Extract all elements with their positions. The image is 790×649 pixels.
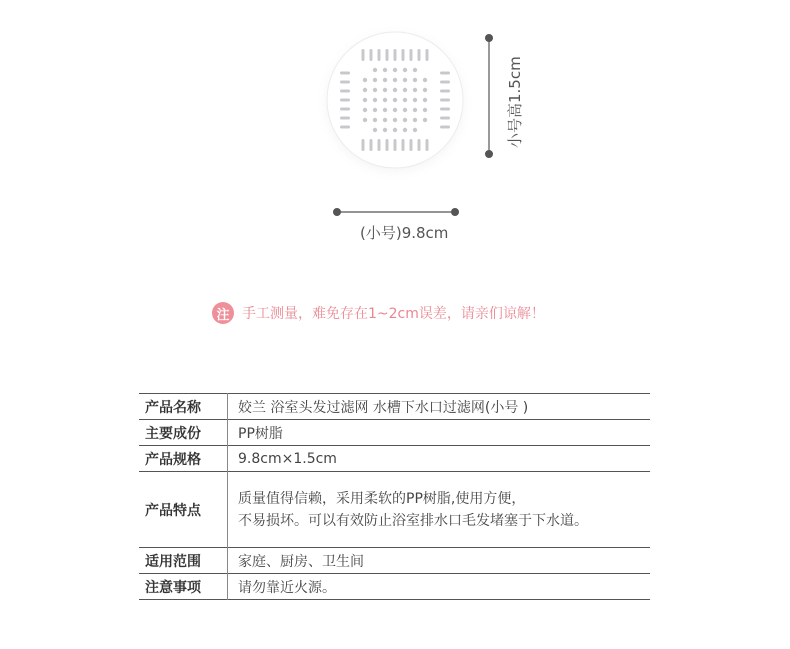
- strainer-hole: [393, 78, 397, 82]
- spec-value: 9.8cm×1.5cm: [238, 450, 337, 467]
- strainer-hole: [403, 108, 407, 112]
- spec-row-name: [139, 394, 650, 420]
- height-dimension-line: [486, 35, 493, 158]
- strainer-hole: [383, 68, 387, 72]
- strainer-hole: [393, 108, 397, 112]
- strainer-hole: [423, 118, 427, 122]
- strainer-slot: [440, 99, 450, 102]
- spec-row-size: [139, 446, 650, 472]
- spec-value: 家庭、厨房、卫生间: [238, 553, 364, 570]
- strainer-hole: [423, 98, 427, 102]
- note-badge: 注: [212, 302, 234, 324]
- strainer-slot: [394, 49, 397, 61]
- spec-value-line: 不易损坏。可以有效防止浴室排水口毛发堵塞于下水道。: [238, 512, 588, 529]
- strainer-hole: [373, 68, 377, 72]
- strainer-hole: [393, 98, 397, 102]
- measurement-note: [212, 302, 545, 324]
- strainer-hole: [383, 88, 387, 92]
- strainer-hole: [363, 78, 367, 82]
- strainer-hole: [373, 118, 377, 122]
- height-dimension-label: 小号高1.5cm: [506, 56, 524, 148]
- strainer-hole: [373, 108, 377, 112]
- strainer-hole: [393, 68, 397, 72]
- strainer-slot: [440, 108, 450, 111]
- strainer-hole: [403, 78, 407, 82]
- strainer-hole: [383, 118, 387, 122]
- strainer-hole: [373, 78, 377, 82]
- strainer-slot: [440, 72, 450, 75]
- spec-row-usage: [139, 548, 650, 574]
- strainer-slot: [370, 49, 373, 61]
- spec-value: 姣兰 浴室头发过滤网 水槽下水口过滤网(小号 ): [238, 399, 529, 416]
- strainer-hole: [373, 98, 377, 102]
- strainer-hole: [383, 128, 387, 132]
- spec-key: 适用范围: [139, 548, 228, 574]
- strainer-slot: [378, 139, 381, 151]
- strainer-hole: [413, 128, 417, 132]
- strainer-slot: [426, 49, 429, 61]
- spec-row-material: [139, 420, 650, 446]
- strainer-hole: [363, 108, 367, 112]
- strainer-hole: [423, 88, 427, 92]
- spec-value: PP树脂: [238, 425, 283, 442]
- note-text: 手工测量，难免存在1~2cm误差，请亲们谅解！: [242, 306, 545, 322]
- strainer-slot: [402, 49, 405, 61]
- strainer-hole: [393, 128, 397, 132]
- strainer-slot: [340, 72, 350, 75]
- strainer-hole: [373, 88, 377, 92]
- strainer-hole: [403, 98, 407, 102]
- strainer-slot: [440, 117, 450, 120]
- spec-value: 请勿靠近火源。: [238, 579, 336, 596]
- spec-row-features: [139, 472, 650, 548]
- strainer-slot: [378, 49, 381, 61]
- spec-value: [228, 472, 651, 548]
- strainer-hole: [363, 98, 367, 102]
- strainer-hole: [393, 88, 397, 92]
- strainer-hole: [403, 88, 407, 92]
- strainer-slot: [418, 49, 421, 61]
- spec-key: 注意事项: [139, 574, 228, 600]
- strainer-slot: [426, 139, 429, 151]
- spec-key: 产品名称: [139, 394, 228, 420]
- strainer-hole: [383, 78, 387, 82]
- strainer-slot: [340, 99, 350, 102]
- strainer-slot: [386, 49, 389, 61]
- spec-key: 产品规格: [139, 446, 228, 472]
- strainer-hole: [413, 98, 417, 102]
- strainer-hole: [413, 118, 417, 122]
- strainer-slot: [362, 139, 365, 151]
- width-dimension-line: [334, 209, 459, 216]
- strainer-hole: [363, 118, 367, 122]
- strainer-slot: [340, 126, 350, 129]
- strainer-hole: [403, 68, 407, 72]
- spec-table: [139, 393, 650, 600]
- strainer-slot: [340, 108, 350, 111]
- product-figure: [0, 0, 790, 300]
- strainer-slot: [440, 90, 450, 93]
- spec-key: 产品特点: [139, 472, 228, 548]
- strainer-hole: [413, 88, 417, 92]
- strainer-hole: [383, 98, 387, 102]
- strainer-hole: [413, 108, 417, 112]
- strainer-hole: [413, 68, 417, 72]
- strainer-slot: [418, 139, 421, 151]
- strainer-slot: [410, 49, 413, 61]
- strainer-slot: [402, 139, 405, 151]
- spec-key: 主要成份: [139, 420, 228, 446]
- width-dimension-label: (小号)9.8cm: [360, 224, 449, 242]
- strainer-slot: [410, 139, 413, 151]
- strainer-slot: [440, 81, 450, 84]
- strainer-hole: [423, 108, 427, 112]
- strainer-hole: [383, 108, 387, 112]
- strainer-slot: [386, 139, 389, 151]
- strainer-slot: [394, 139, 397, 151]
- strainer-slot: [362, 49, 365, 61]
- strainer-slot: [340, 117, 350, 120]
- strainer-slot: [440, 126, 450, 129]
- strainer-hole: [373, 128, 377, 132]
- strainer-hole: [393, 118, 397, 122]
- strainer-hole: [413, 78, 417, 82]
- strainer-hole: [363, 88, 367, 92]
- spec-value-line: 质量值得信赖，采用柔软的PP树脂,使用方便，: [238, 490, 526, 507]
- strainer-slot: [370, 139, 373, 151]
- strainer-hole: [423, 78, 427, 82]
- spec-row-caution: [139, 574, 650, 600]
- strainer-slot: [340, 81, 350, 84]
- strainer-hole: [403, 128, 407, 132]
- strainer-hole: [403, 118, 407, 122]
- strainer-slot: [340, 90, 350, 93]
